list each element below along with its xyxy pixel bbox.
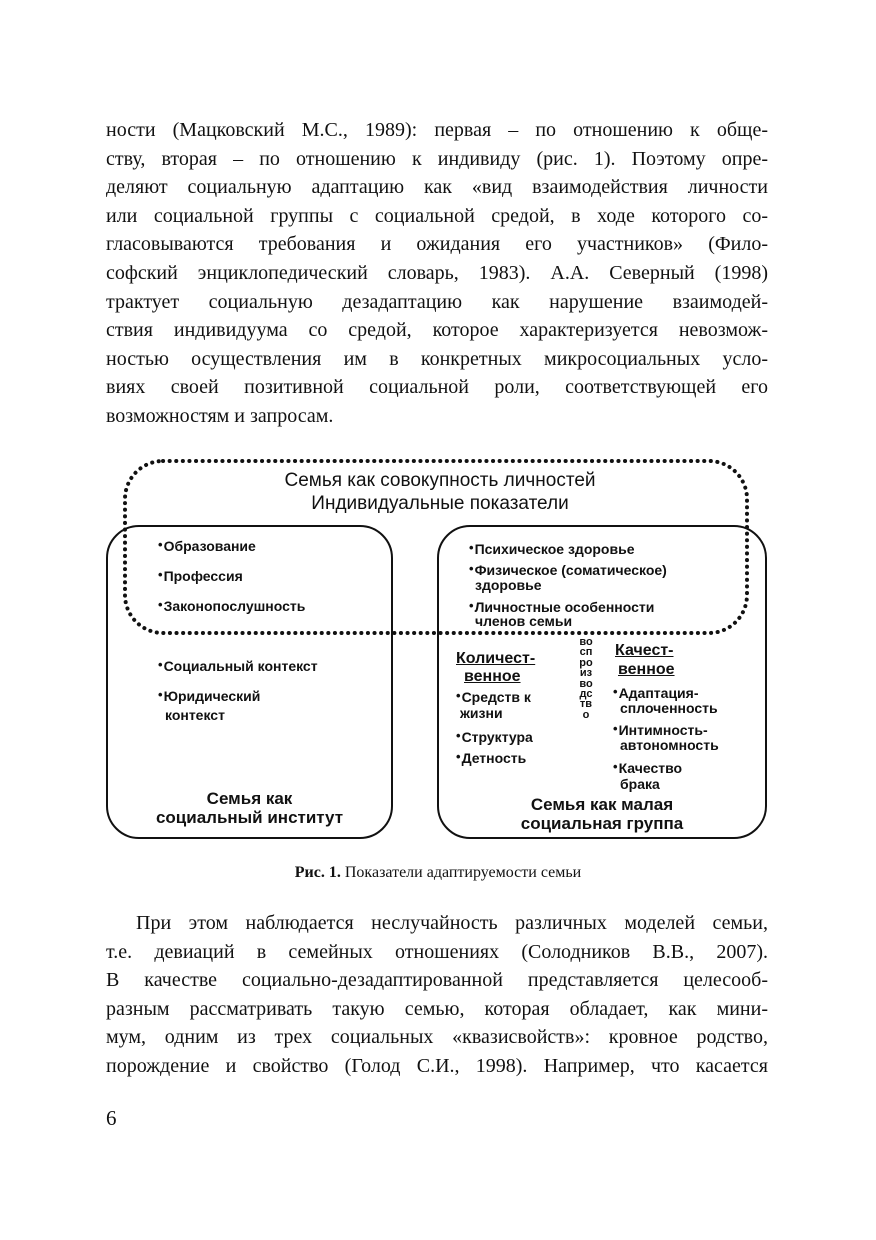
list-item-continuation: сплоченность: [620, 700, 718, 716]
list-item: •Профессия: [158, 567, 243, 584]
text-line: ствия индивидуума со средой, которое характеризуется невозмож-: [106, 319, 768, 342]
quantitative-heading-line2: венное: [464, 668, 521, 685]
text-line: виях своей позитивной социальной роли, соответствующей его: [106, 376, 768, 399]
text-line: ности (Мацковский М.С., 1989): первая – по отношению к обще-: [106, 119, 768, 141]
quantitative-heading-line1: Количест-: [456, 650, 536, 667]
text-line: ностью осуществления им в конкретных микросоциальных усло-: [106, 347, 768, 370]
caption-label: Рис. 1.: [294, 864, 341, 881]
list-item-continuation: жизни: [460, 705, 503, 721]
right-footer-line1: Семья как малая: [530, 795, 674, 814]
list-item: •Адаптация-: [613, 684, 699, 701]
text-line: софский энциклопедический словарь, 1983). А.А. Северный (1998): [106, 261, 768, 284]
figure-family-adaptability: [105, 455, 775, 845]
text-line: гласовываются требования и ожидания его участников» (Фило-: [106, 233, 768, 256]
list-item: •Юридический: [158, 687, 261, 704]
text-line: ству, вторая – по отношению к индивиду (рис. 1). Поэтому опре-: [106, 147, 768, 170]
list-item: •Качество: [613, 759, 683, 776]
text-line: В качестве социально-дезадаптированной представляется целесооб-: [106, 969, 768, 992]
list-item: •Структура: [456, 728, 533, 745]
page-number: 6: [106, 1106, 117, 1130]
text-line: разным рассматривать такую семью, которая обладает, как мини-: [106, 997, 768, 1020]
list-item: •Образование: [158, 537, 256, 554]
text-line: трактует социальную дезадаптацию как нарушение взаимодей-: [106, 290, 768, 313]
vertical-label-reproduction: воспроизводство: [579, 636, 593, 721]
text-line: возможностям и запросам.: [106, 404, 334, 427]
right-footer-line2: социальная группа: [520, 814, 684, 833]
text-line: мум, одним из трех социальных «квазисвойств»: кровное родство,: [106, 1026, 768, 1049]
list-item: •Интимность-: [613, 721, 708, 738]
body-paragraph-bottom: [106, 909, 768, 1081]
figure-caption: [0, 864, 876, 882]
left-footer-line1: Семья как: [206, 789, 293, 808]
caption-text: Показатели адаптируемости семьи: [344, 864, 582, 881]
list-item-continuation: автономность: [620, 737, 719, 753]
text-line: т.е. девиаций в семейных отношениях (Солодников В.В., 2007).: [106, 940, 768, 963]
text-line: При этом наблюдается неслучайность различных моделей семьи,: [136, 912, 768, 934]
figure-header-line2: Индивидуальные показатели: [311, 493, 569, 514]
list-item: •Средств к: [456, 688, 531, 705]
list-item: •Законопослушность: [158, 597, 306, 614]
list-item-continuation: членов семьи: [475, 613, 573, 629]
list-item: •Физическое (соматическое): [469, 561, 667, 578]
list-item-continuation: брака: [620, 776, 660, 792]
text-line: порождение и свойство (Голод С.И., 1998). Например, что касается: [106, 1054, 768, 1077]
list-item-continuation: здоровье: [475, 577, 542, 593]
body-paragraph-top: [106, 116, 768, 431]
left-footer-line2: социальный институт: [155, 808, 344, 827]
list-item: •Социальный контекст: [158, 657, 318, 674]
list-item: •Психическое здоровье: [469, 540, 635, 557]
list-item: •Детность: [456, 749, 527, 766]
list-item: •Личностные особенности: [469, 598, 655, 615]
text-line: или социальной группы с социальной средой, в ходе которого со-: [106, 204, 768, 227]
figure-header-line1: Семья как совокупность личностей: [284, 470, 596, 491]
list-item-continuation: контекст: [165, 707, 225, 723]
text-line: деляют социальную адаптацию как «вид взаимодействия личности: [106, 176, 768, 199]
qualitative-heading-line2: венное: [618, 661, 675, 678]
qualitative-heading-line1: Качест-: [615, 642, 674, 659]
